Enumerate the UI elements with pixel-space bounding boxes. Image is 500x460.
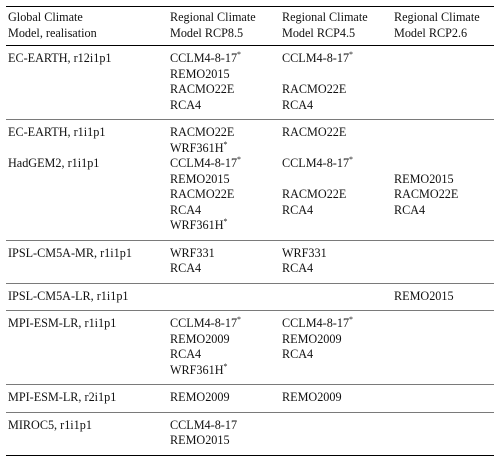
cell-line <box>282 172 394 188</box>
gcm-cell <box>6 289 170 305</box>
footnote-marker: * <box>349 155 354 164</box>
cell-line <box>282 289 394 305</box>
rcp26-cell <box>394 418 494 449</box>
cell-line: RACMO22E <box>170 187 235 201</box>
cell-line <box>8 203 170 219</box>
rcp26-cell <box>394 125 494 234</box>
rcp45-cell <box>282 390 394 406</box>
footnote-marker: * <box>223 139 228 149</box>
rcp26-cell <box>394 289 494 305</box>
cell-line: MPI-ESM-LR, r1i1p1 <box>8 316 117 330</box>
footnote-marker: * <box>237 315 242 324</box>
cell-line <box>8 218 170 234</box>
gcm-cell <box>6 51 170 113</box>
cell-line <box>8 347 170 363</box>
gcm-cell <box>6 390 170 406</box>
cell-line: RCA4 <box>170 97 202 112</box>
cell-line <box>394 67 494 83</box>
header-line: Model RCP8.5 <box>170 25 244 40</box>
table-row <box>6 413 494 456</box>
rcp26-cell <box>394 51 494 113</box>
cell-line <box>8 67 170 83</box>
cell-line <box>282 67 394 83</box>
rcp85-cell <box>170 289 282 305</box>
cell-line: HadGEM2, r1i1p1 <box>8 156 100 170</box>
table-row <box>6 46 494 120</box>
cell-line <box>8 363 170 379</box>
cell-line <box>394 156 494 172</box>
gcm-cell <box>6 246 170 277</box>
footnote-marker: * <box>223 217 228 226</box>
cell-line: CCLM4-8-17* <box>170 155 242 170</box>
rcp45-cell <box>282 289 394 305</box>
cell-line: RACMO22E <box>170 125 235 139</box>
cell-line: RCA4 <box>170 261 202 275</box>
rcp26-cell <box>394 390 494 406</box>
cell-line: IPSL-CM5A-LR, r1i1p1 <box>8 288 129 303</box>
cell-line: CCLM4-8-17* <box>170 50 242 65</box>
cell-line <box>8 141 170 157</box>
cell-line: IPSL-CM5A-MR, r1i1p1 <box>8 245 132 260</box>
table-row <box>6 311 494 385</box>
footnote-marker: * <box>223 361 228 371</box>
cell-line: CCLM4-8-17 <box>170 417 238 432</box>
cell-line <box>170 289 282 305</box>
cell-line: REMO2009 <box>282 331 342 346</box>
rcp26-cell <box>394 316 494 378</box>
header-rcp45 <box>282 10 394 41</box>
cell-line: REMO2015 <box>394 171 454 186</box>
cell-line: RCA4 <box>282 97 314 112</box>
cell-line: WRF361H* <box>170 217 228 232</box>
cell-line: EC-EARTH, r12i1p1 <box>8 51 112 65</box>
header-line: Model RCP2.6 <box>394 25 468 40</box>
header-gcm <box>6 10 170 41</box>
cell-line <box>282 418 394 434</box>
footnote-marker: * <box>349 315 354 324</box>
cell-line <box>394 347 494 363</box>
table-row <box>6 241 494 284</box>
cell-line <box>394 390 494 406</box>
cell-line: RACMO22E <box>394 187 459 201</box>
footnote-marker: * <box>349 50 354 59</box>
cell-line: RCA4 <box>394 202 426 217</box>
cell-line <box>394 125 494 141</box>
cell-line: WRF331 <box>282 245 327 260</box>
cell-line: REMO2015 <box>170 66 230 81</box>
cell-line <box>8 82 170 98</box>
footnote-marker: * <box>237 155 242 164</box>
cell-line: WRF331 <box>170 245 215 260</box>
rcp26-cell <box>394 246 494 277</box>
cell-line <box>394 363 494 379</box>
cell-line <box>282 141 394 157</box>
cell-line: CCLM4-8-17* <box>282 155 354 170</box>
cell-line <box>394 261 494 277</box>
cell-line <box>394 51 494 67</box>
cell-line <box>282 433 394 449</box>
cell-line: RACMO22E <box>170 82 235 96</box>
model-table <box>6 6 494 456</box>
cell-line <box>394 433 494 449</box>
cell-line: REMO2009 <box>170 331 230 346</box>
header-rcp85 <box>170 10 282 41</box>
cell-line: MPI-ESM-LR, r2i1p1 <box>8 390 117 404</box>
rcp45-cell <box>282 51 394 113</box>
rcp45-cell <box>282 246 394 277</box>
table-body <box>6 46 494 456</box>
rcp85-cell <box>170 125 282 234</box>
cell-line: CCLM4-8-17* <box>282 315 354 330</box>
rcp45-cell <box>282 316 394 378</box>
cell-line <box>394 218 494 234</box>
cell-line <box>394 332 494 348</box>
header-line: Global Climate <box>8 10 83 24</box>
cell-line <box>8 433 170 449</box>
header-line: Model RCP4.5 <box>282 25 356 40</box>
rcp85-cell <box>170 418 282 449</box>
cell-line: CCLM4-8-17* <box>170 315 242 330</box>
cell-line: REMO2015 <box>394 288 454 303</box>
cell-line <box>394 418 494 434</box>
cell-line: WRF361H* <box>170 361 228 377</box>
gcm-cell <box>6 418 170 449</box>
cell-line <box>8 98 170 114</box>
cell-line: MIROC5, r1i1p1 <box>8 417 92 432</box>
gcm-cell <box>6 316 170 378</box>
cell-line: WRF361H* <box>170 139 228 155</box>
cell-line <box>394 82 494 98</box>
header-line: Model, realisation <box>8 25 97 40</box>
cell-line: RCA4 <box>282 202 314 217</box>
header-line: Regional Climate <box>282 10 368 24</box>
cell-line <box>8 187 170 203</box>
rcp85-cell <box>170 316 282 378</box>
table-row <box>6 284 494 312</box>
cell-line: REMO2015 <box>170 171 230 186</box>
rcp45-cell <box>282 125 394 234</box>
cell-line <box>394 141 494 157</box>
header-rcp26 <box>394 10 494 41</box>
table-row <box>6 385 494 413</box>
header-line: Regional Climate <box>170 10 256 24</box>
cell-line <box>282 363 394 379</box>
cell-line <box>282 218 394 234</box>
cell-line: EC-EARTH, r1i1p1 <box>8 125 106 139</box>
cell-line: RCA4 <box>282 347 314 361</box>
table-row <box>6 120 494 241</box>
cell-line: RCA4 <box>170 202 202 217</box>
cell-line <box>8 332 170 348</box>
rcp85-cell <box>170 390 282 406</box>
cell-line: RACMO22E <box>282 82 347 96</box>
cell-line: CCLM4-8-17* <box>282 50 354 65</box>
cell-line: RACMO22E <box>282 187 347 201</box>
cell-line: RCA4 <box>282 261 314 275</box>
footnote-marker: * <box>237 50 242 59</box>
cell-line <box>394 316 494 332</box>
cell-line: REMO2009 <box>282 390 342 404</box>
cell-line: RCA4 <box>170 347 202 361</box>
rcp85-cell <box>170 246 282 277</box>
cell-line <box>8 261 170 277</box>
cell-line <box>8 172 170 188</box>
rcp85-cell <box>170 51 282 113</box>
cell-line <box>394 246 494 262</box>
header-line: Regional Climate <box>394 10 480 24</box>
cell-line: REMO2015 <box>170 433 230 447</box>
gcm-cell <box>6 125 170 234</box>
table-header <box>6 6 494 46</box>
rcp45-cell <box>282 418 394 449</box>
cell-line: RACMO22E <box>282 125 347 139</box>
cell-line <box>394 98 494 114</box>
cell-line: REMO2009 <box>170 390 230 404</box>
